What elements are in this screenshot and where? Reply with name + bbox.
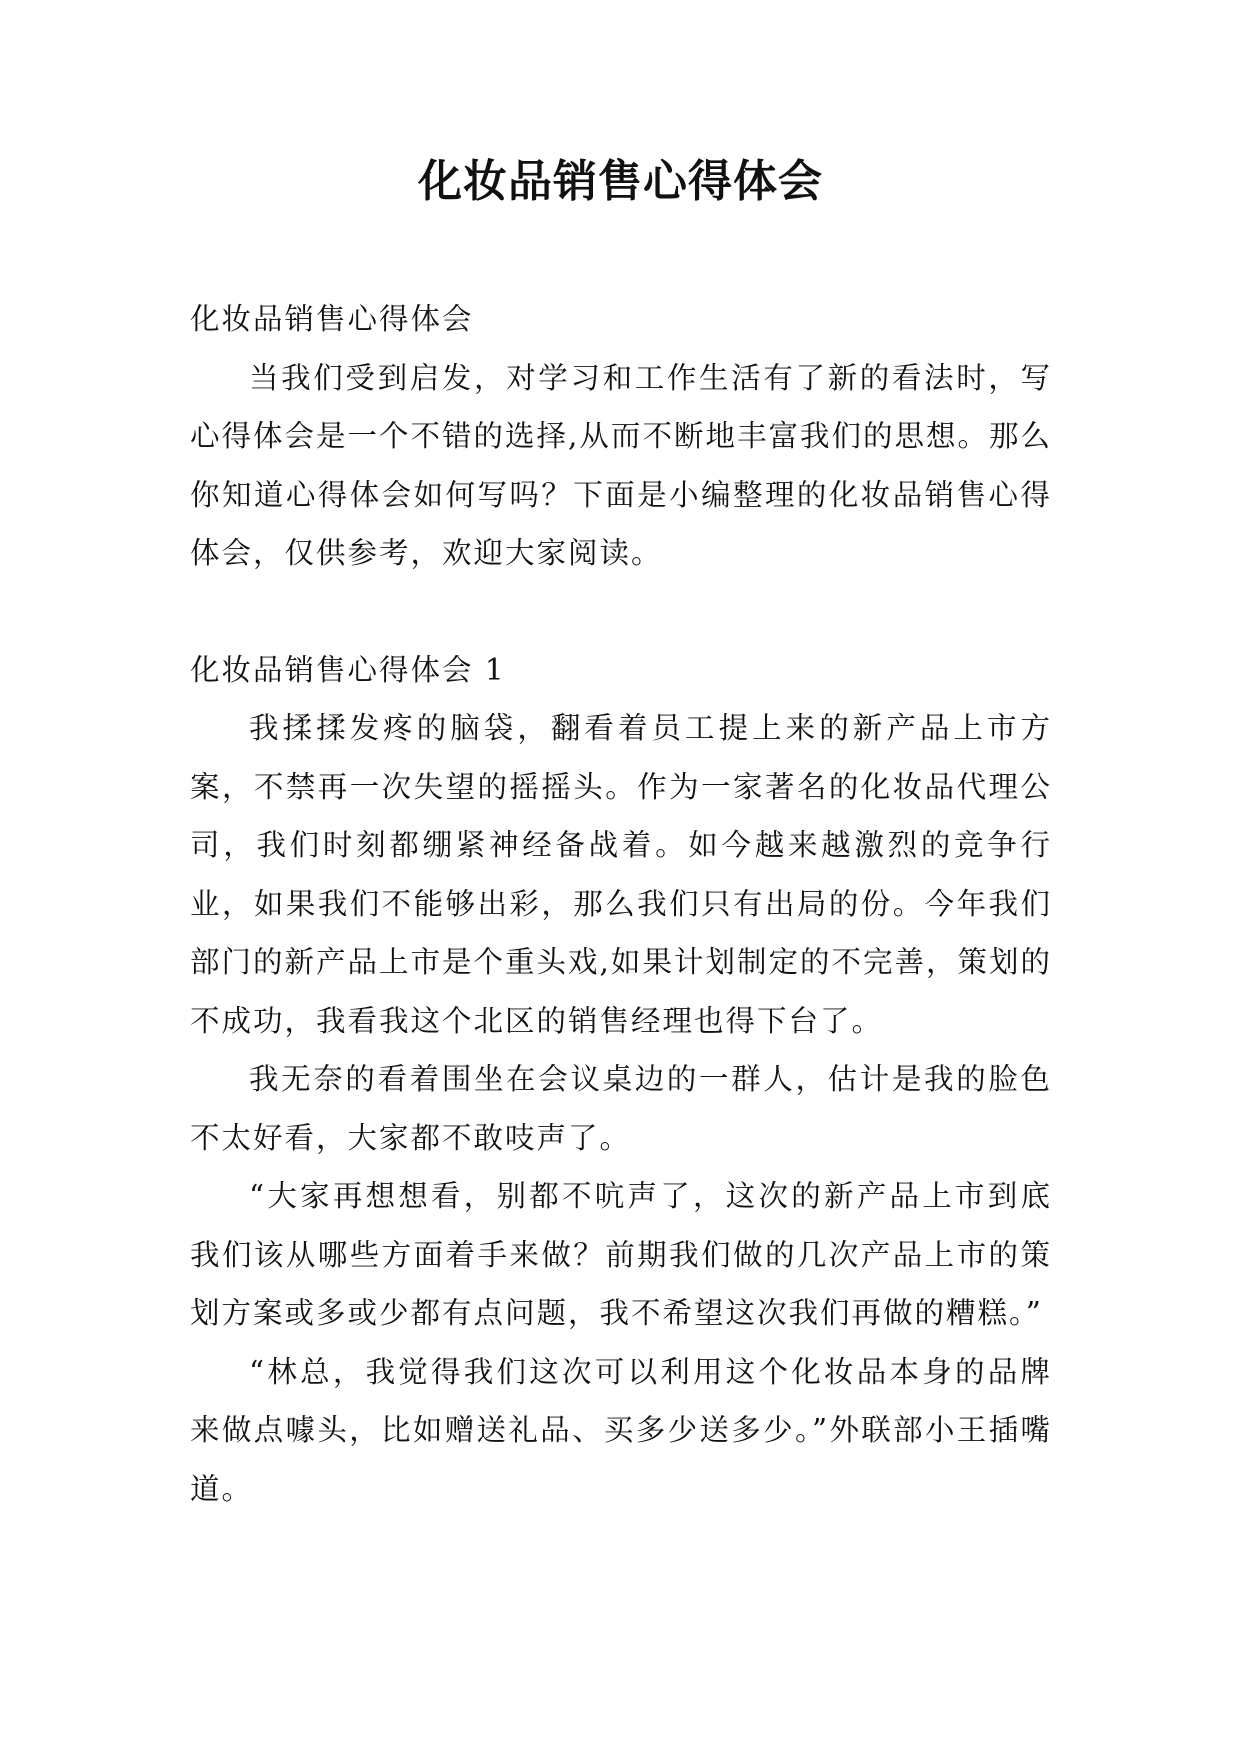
document-body bbox=[190, 290, 1052, 1518]
intro-heading: 化妆品销售心得体会 bbox=[190, 302, 474, 336]
section1-heading: 化妆品销售心得体会 1 bbox=[190, 652, 506, 687]
intro-paragraph: 当我们受到启发，对学习和工作生活有了新的看法时，写心得体会是一个不错的选择,从而不断地丰富我们的思想。那么你知道心得体会如何写吗？下面是小编整理的化妆品销售心得体会，仅供参考，欢迎大家阅读。 bbox=[190, 360, 1052, 570]
section1-paragraph-3: “大家再想想看，别都不吭声了，这次的新产品上市到底我们该从哪些方面着手来做？前期我们做的几次产品上市的策划方案或多或少都有点问题，我不希望这次我们再做的糟糕。” bbox=[190, 1179, 1052, 1330]
section-spacer bbox=[190, 583, 1052, 641]
document-title: 化妆品销售心得体会 bbox=[418, 156, 823, 207]
section1-paragraph-1: 我揉揉发疼的脑袋，翻看着员工提上来的新产品上市方案，不禁再一次失望的摇摇头。作为一家著名的化妆品代理公司，我们时刻都绷紧神经备战着。如今越来越激烈的竞争行业，如果我们不能够出彩，那么我们只有出局的份。今年我们部门的新产品上市是个重头戏,如果计划制定的不完善，策划的不成功，我看我这个北区的销售经理也得下台了。 bbox=[190, 711, 1052, 1038]
section1-paragraph-2: 我无奈的看着围坐在会议桌边的一群人，估计是我的脸色不太好看，大家都不敢吱声了。 bbox=[190, 1062, 1052, 1155]
section1-paragraph-4: “林总，我觉得我们这次可以利用这个化妆品本身的品牌来做点噱头，比如赠送礼品、买多少送多少。”外联部小王插嘴道。 bbox=[190, 1354, 1052, 1506]
